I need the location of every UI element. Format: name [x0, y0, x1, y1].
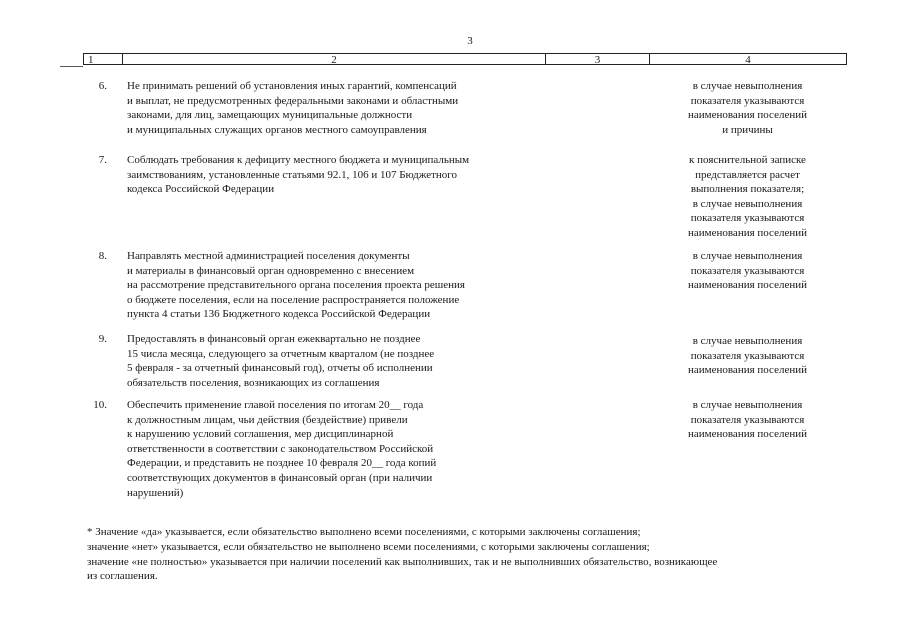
footnote [87, 525, 857, 584]
row-text [127, 332, 557, 390]
note-line: наименования поселений [688, 226, 807, 239]
text-line: и материалы в финансовый орган одновременно с внесением [127, 264, 415, 277]
note-line: выполнения показателя; [690, 183, 805, 196]
footnote-line: значение «не полностью» указывается при наличии поселений как выполнивших, так и не выполнивших обязательство, возникающее [87, 555, 718, 568]
table-header [83, 53, 847, 65]
row-text [127, 249, 557, 322]
text-line: 15 числа месяца, следующего за отчетным кварталом (не позднее [127, 347, 435, 360]
note-line: в случае невыполнения [692, 197, 803, 210]
note-line: наименования поселений [688, 428, 807, 441]
row-note [650, 153, 845, 241]
note-line: наименования поселений [688, 279, 807, 292]
text-line: и муниципальных служащих органов местного самоуправления [127, 123, 427, 136]
header-col-1: 1 [84, 54, 123, 64]
row-number: 9. [98, 333, 107, 345]
note-line: в случае невыполнения [692, 335, 803, 347]
text-line: на рассмотрение представительного органа поселения проекта решения [127, 279, 465, 292]
margin-rule [60, 66, 83, 67]
text-line: Обеспечить применение главой поселения по итогам 20__ года [127, 399, 424, 411]
text-line: Направлять местной администрацией поселения документы [127, 250, 410, 262]
text-line: 5 февраля - за отчетный финансовый год), отчеты об исполнении [127, 362, 433, 375]
text-line: Федерации, и представить не позднее 10 февраля 20__ года копий [127, 457, 437, 470]
note-line: показателя указываются [690, 212, 805, 225]
text-line: законами, для лиц, замещающих муниципальные должности [127, 109, 413, 122]
row-note [650, 398, 845, 442]
row-note [650, 249, 845, 293]
note-line: наименования поселений [688, 364, 807, 377]
text-line: кодекса Российской Федерации [127, 183, 275, 196]
note-line: показателя указываются [690, 349, 805, 362]
text-line: заимствованиям, установленные статьями 92.1, 106 и 107 Бюджетного [127, 168, 458, 181]
page-number: 3 [467, 35, 473, 47]
note-line: в случае невыполнения [692, 80, 803, 92]
footnote-line: из соглашения. [87, 570, 158, 583]
note-line: наименования поселений [688, 109, 807, 122]
text-line: к должностным лицам, чьи действия (бездействие) привели [127, 413, 408, 426]
note-line: показателя указываются [690, 264, 805, 277]
footnote-line: * Значение «да» указывается, если обязательство выполнено всеми поселениями, с которыми заключены соглашения; [87, 526, 641, 538]
header-col-2: 2 [123, 54, 546, 64]
note-line: и причины [722, 123, 773, 136]
row-text [127, 398, 557, 500]
text-line: о бюджете поселения, если на поселение распространяется положение [127, 293, 460, 306]
text-line: ответственности в соответствии с законодательством Российской [127, 442, 434, 455]
note-line: в случае невыполнения [692, 250, 803, 262]
text-line: пункта 4 статьи 136 Бюджетного кодекса Российской Федерации [127, 308, 431, 321]
row-number: 8. [98, 250, 107, 262]
note-line: представляется расчет [695, 168, 800, 181]
row-text [127, 153, 557, 197]
text-line: обязательств поселения, возникающих из соглашения [127, 376, 380, 389]
row-number: 10. [93, 399, 107, 411]
text-line: Предоставлять в финансовый орган ежеквартально не позднее [127, 333, 421, 345]
row-number: 6. [98, 80, 107, 92]
row-text [127, 79, 557, 137]
note-line: в случае невыполнения [692, 399, 803, 411]
note-line: показателя указываются [690, 413, 805, 426]
header-col-4: 4 [745, 54, 751, 66]
header-col-3: 3 [546, 54, 650, 64]
row-number: 7. [98, 154, 107, 166]
text-line: нарушений) [127, 486, 184, 499]
text-line: Не принимать решений об установления иных гарантий, компенсаций [127, 80, 457, 92]
row-note [650, 332, 845, 378]
note-line: показателя указываются [690, 94, 805, 107]
row-note [650, 79, 845, 137]
text-line: к нарушению условий соглашения, мер дисциплинарной [127, 428, 394, 441]
text-line: и выплат, не предусмотренных федеральными законами и областными [127, 94, 459, 107]
text-line: Соблюдать требования к дефициту местного бюджета и муниципальным [127, 154, 470, 166]
note-line: к пояснительной записке [689, 154, 806, 166]
text-line: соответствующих документов в финансовый орган (при наличии [127, 471, 433, 484]
footnote-line: значение «нет» указывается, если обязательство не выполнено всеми поселениями, с которыми заключены соглашения; [87, 540, 650, 553]
